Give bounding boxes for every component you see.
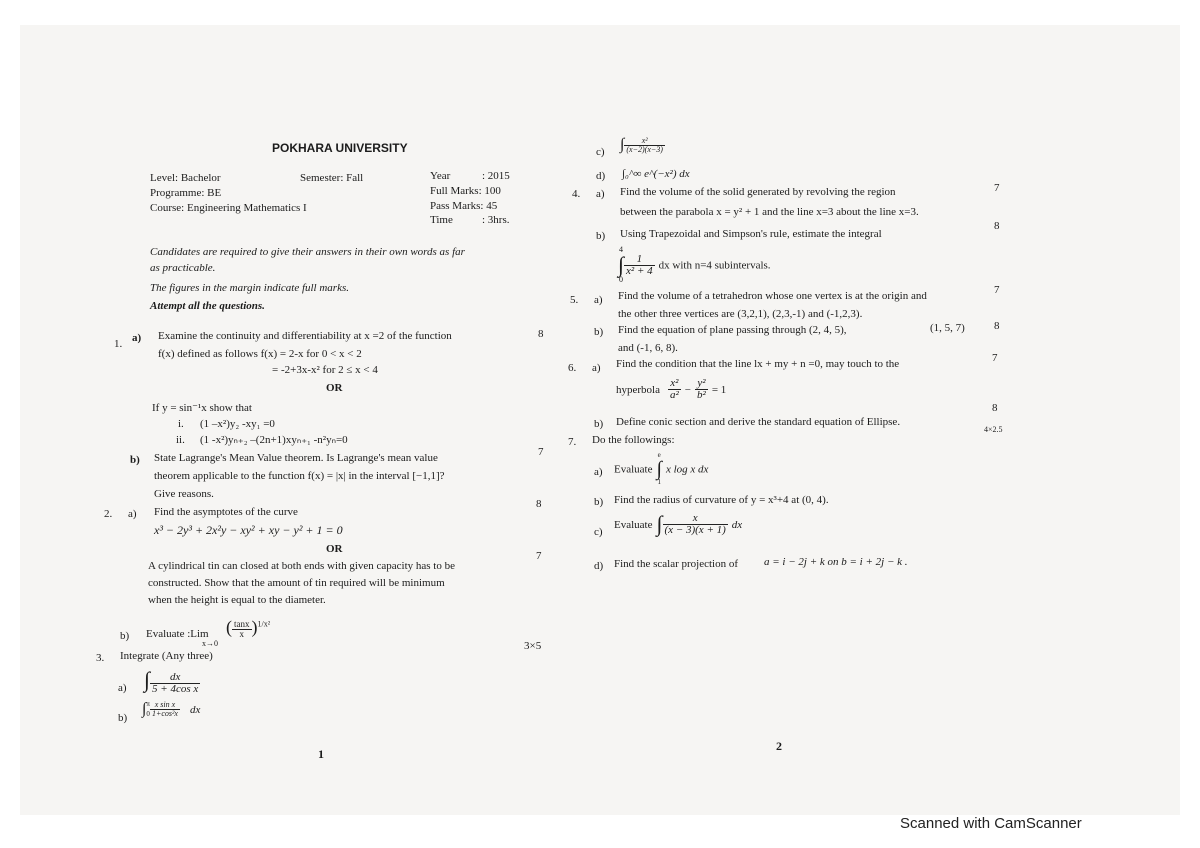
q4b-tail: dx with n=4 subintervals.: [658, 259, 771, 272]
q7b-text: Find the radius of curvature of y = x³+4 at (0, 4).: [614, 494, 829, 506]
q7c-label: c): [594, 526, 603, 538]
q1b-line3: Give reasons.: [154, 488, 214, 500]
q4a-label: a): [596, 188, 605, 200]
q4b-label: b): [596, 230, 606, 242]
q3b-label: b): [118, 712, 128, 724]
q5a-line2: the other three vertices are (3,2,1), (2,3,-1) and (-1,2,3).: [618, 308, 863, 320]
q2b-text: Evaluate :Lim: [146, 628, 209, 640]
q6a-f1-den: a²: [669, 389, 679, 401]
q5-number: 5.: [570, 294, 579, 306]
instruction-4: Attempt all the questions.: [150, 300, 265, 312]
q6a-f2-num: y²: [695, 378, 708, 390]
q7c-den: (x − 3)(x + 1): [664, 523, 726, 536]
time-value: : 3hrs.: [482, 214, 510, 226]
q6b-label: b): [594, 418, 604, 430]
q2b-fraction: ( $\frac{\tan x}{x}$ )$^{1/x^2}$: [226, 617, 271, 639]
university-title: POKHARA UNIVERSITY: [272, 141, 408, 155]
q7c-num: x: [663, 513, 728, 525]
q1b-label: b): [130, 454, 140, 466]
q4b-den: x² + 4: [626, 264, 653, 277]
q3b-integral: ∫ π 0 $\frac{\text{x sin x}}{\text{1+cos²x}}$ dx: [142, 700, 201, 719]
q2b-limit-sub: x→0: [202, 639, 218, 648]
q7a-text: Evaluate: [614, 463, 653, 476]
q1b-line1: State Lagrange's Mean Value theorem. Is Lagrange's mean value: [154, 452, 438, 464]
page-number-2: 2: [776, 739, 782, 753]
q1a-line1: Examine the continuity and differentiability at x =2 of the function: [158, 330, 452, 342]
q1a-line3: = -2+3x-x² for 2 ≤ x < 4: [272, 364, 378, 376]
q5a-marks: 7: [994, 284, 1000, 296]
q7a-expr: x log x dx: [665, 463, 709, 476]
q2a-marks: 8: [536, 498, 542, 510]
course: Course: Engineering Mathematics I: [150, 202, 307, 214]
q3c-integral: ∫ $\frac{\text{x²}}{(x-2)(x-3)}$: [620, 135, 663, 154]
camscanner-watermark: Scanned with CamScanner: [900, 815, 1082, 832]
q4b-lim-top: 4: [619, 245, 624, 254]
q3-number: 3.: [96, 652, 105, 664]
q1a-line2: f(x) defined as follows f(x) = 2-x for 0 < x < 2: [158, 348, 362, 360]
q3c-den: (x−2)(x−3): [626, 144, 663, 154]
year-label: Year: [430, 170, 451, 182]
q2a-label: a): [128, 508, 137, 520]
q5b-line1: Find the equation of plane passing through (2, 4, 5),: [618, 324, 847, 336]
q6a-line2: hyperbola: [616, 384, 660, 397]
q2b-label: b): [120, 630, 130, 642]
q6a-f1-num: x²: [668, 378, 681, 390]
q7-text: Do the followings:: [592, 434, 675, 446]
instruction-1: Candidates are required to give their answers in their own words as far: [150, 246, 465, 258]
q5a-line1: Find the volume of a tetrahedron whose one vertex is at the origin and: [618, 290, 927, 302]
q7c-dx: dx: [731, 518, 743, 531]
q1-or-line1: If y = sin⁻¹x show that: [152, 402, 252, 414]
q4a-marks: 7: [994, 182, 1000, 194]
q3a-integral: ∫ $\frac{dx}{\text{5 + 4cos x}}$: [144, 667, 199, 695]
q2-or-line3: when the height is equal to the diameter.: [148, 594, 326, 606]
instruction-2: as practicable.: [150, 262, 216, 274]
or-2: OR: [326, 543, 343, 555]
q2-or-marks: 7: [536, 550, 542, 562]
q3c-num: x²: [624, 137, 665, 146]
q4b-lim-bot: 0: [619, 275, 624, 284]
q6a-marks: 7: [992, 352, 998, 364]
q3b-num: x sin x: [150, 701, 180, 710]
q2-number: 2.: [104, 508, 113, 520]
programme: Programme: BE: [150, 187, 222, 199]
q7d-label: d): [594, 560, 604, 572]
q7-marks: 4×2.5: [984, 425, 1003, 434]
q4b-marks: 8: [994, 220, 1000, 232]
q1b-line2: theorem applicable to the function f(x) = |x| in the interval [−1,1]?: [154, 470, 445, 482]
q3b-den: 1+cos²x: [151, 709, 178, 719]
or-1: OR: [326, 382, 343, 394]
page-number-1: 1: [318, 747, 324, 761]
q5b-marks: 8: [994, 320, 1000, 332]
q2b-frac-num: tanx: [234, 618, 250, 629]
q1-or-ii-label: ii.: [176, 434, 185, 446]
q3b-dx: dx: [189, 704, 201, 717]
q6a-f2-den: b²: [697, 389, 706, 401]
q4a-line1: Find the volume of the solid generated by revolving the region: [620, 186, 896, 198]
q1-or-i-text: (1 –x²)y₂ -xy₁ =0: [200, 418, 275, 430]
q6b-line1: Define conic section and derive the standard equation of Ellipse.: [616, 416, 901, 428]
q4-number: 4.: [572, 188, 581, 200]
q1-number: 1.: [114, 338, 123, 350]
q2a-line1: Find the asymptotes of the curve: [154, 506, 298, 518]
q4a-line2: between the parabola x = y² + 1 and the line x=3 about the line x=3.: [620, 206, 919, 218]
q6a-label: a): [592, 362, 601, 374]
q5a-label: a): [594, 294, 603, 306]
q3d-text: ∫₀^∞ e^(−x²) dx: [622, 168, 690, 180]
q6-number: 6.: [568, 362, 577, 374]
year-value: : 2015: [482, 170, 510, 182]
q3a-label: a): [118, 682, 127, 694]
q2a-line2: x³ − 2y³ + 2x²y − xy² + xy − y² + 1 = 0: [154, 523, 343, 537]
q2-or-line1: A cylindrical tin can closed at both ends with given capacity has to be: [148, 560, 455, 572]
instruction-3: The figures in the margin indicate full marks.: [150, 282, 350, 294]
q7d-text: Find the scalar projection of: [614, 558, 739, 570]
q3a-num: dx: [150, 672, 200, 684]
q3d-label: d): [596, 170, 606, 182]
full-marks: Full Marks: 100: [430, 185, 501, 197]
q7a-label: a): [594, 466, 603, 478]
q6a-eq: = 1: [711, 384, 727, 397]
q6a-line1: Find the condition that the line lx + my + n =0, may touch to the: [616, 358, 900, 370]
q1a-marks: 8: [538, 328, 544, 340]
q4b-line1: Using Trapezoidal and Simpson's rule, estimate the integral: [620, 228, 882, 240]
pass-marks: Pass Marks: 45: [430, 200, 498, 212]
q2b-power: 1/x²: [257, 619, 271, 629]
q5b-line1b: (1, 5, 7): [930, 322, 965, 334]
q7-number: 7.: [568, 436, 577, 448]
q2-or-line2: constructed. Show that the amount of tin required will be minimum: [148, 577, 445, 589]
q1-or-ii-text: (1 -x²)yₙ₊₂ –(2n+1)xyₙ₊₁ -n²yₙ=0: [200, 434, 348, 446]
q7c-text: Evaluate: [614, 518, 653, 531]
q3-text: Integrate (Any three): [120, 650, 213, 662]
q5b-line2: and (-1, 6, 8).: [618, 342, 678, 354]
q7a-lim-top: e: [657, 451, 661, 459]
q4b-num: 1: [624, 254, 655, 266]
q3c-label: c): [596, 146, 605, 158]
q5b-label: b): [594, 326, 604, 338]
q3b-lim-bot: 0: [146, 709, 150, 718]
q1a-label: a): [132, 332, 142, 344]
q7b-label: b): [594, 496, 604, 508]
q1-or-i-label: i.: [178, 418, 184, 430]
q3-marks: 3×5: [524, 640, 542, 652]
q6b-marks: 8: [992, 402, 998, 414]
q6a-hyperbola: hyperbola $\frac{\text{x²}}{\text{a²}}$ − $\frac{\text{y²}}{\text{b²}}$ = 1: [616, 377, 727, 401]
q2b-frac-den: x: [239, 628, 244, 639]
q7a-lim-bot: 1: [657, 478, 661, 486]
q7c-integral: Evaluate ∫ $\frac{x}{(x - 3)(x + 1)}$ dx: [614, 511, 743, 536]
q3a-den: 5 + 4cos x: [152, 682, 199, 695]
q1b-marks: 7: [538, 446, 544, 458]
q3b-lim-top: π: [146, 700, 150, 708]
q7a-integral: Evaluate e ∫ 1 x log x dx: [614, 451, 709, 486]
semester: Semester: Fall: [300, 172, 364, 184]
level: Level: Bachelor: [150, 172, 221, 184]
time-label: Time: [430, 214, 453, 226]
q4b-integral: 4 ∫ 0 $\frac{1}{\text{x² + 4}}$ dx with n=4 subintervals.: [618, 245, 771, 284]
q7d-vector: a = i − 2j + k on b = i + 2j − k .: [764, 556, 908, 568]
